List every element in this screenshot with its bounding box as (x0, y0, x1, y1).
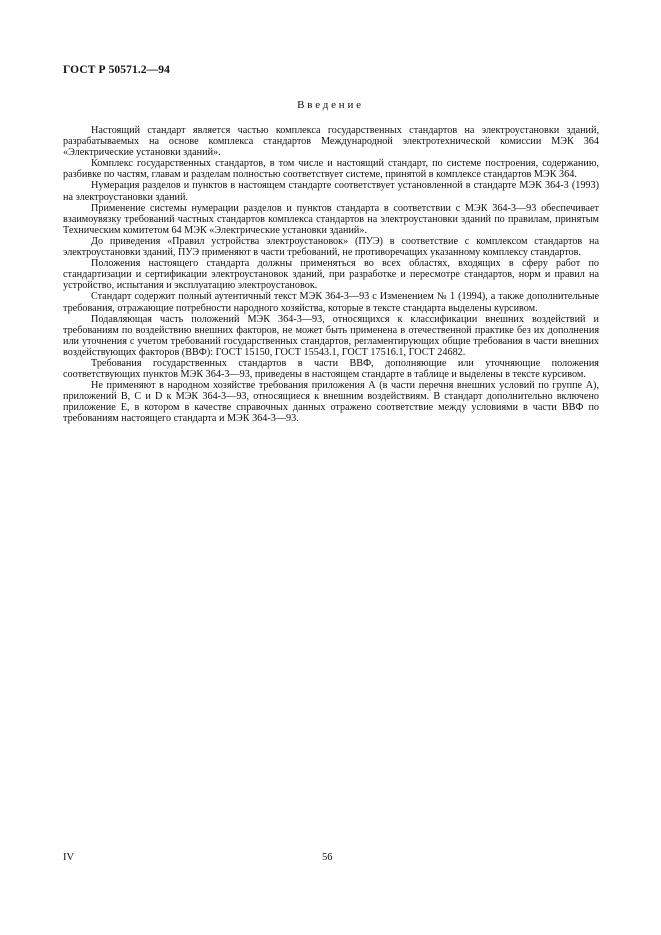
paragraph: Подавляющая часть положений МЭК 364-3—93, относящихся к классификации внешних воздействий и требованиям по воздействию внешних факторов, не может быть применена в отечественной практике без их дополнения или уточнения с учетом требований государственных стандартов, регламентирующих общие требования в части внешних воздействующих факторов (ВВФ): ГОСТ 15150, ГОСТ 15543.1, ГОСТ 17516.1, ГОСТ 24682. (63, 313, 599, 358)
paragraph: Комплекс государственных стандартов, в том числе и настоящий стандарт, по системе построения, содержанию, разбивке по частям, главам и разделам полностью соответствует системе, принятой в комплексе стандартов МЭК 364. (63, 158, 599, 181)
roman-page-number: IV (63, 852, 75, 863)
paragraph: Не применяют в народном хозяйстве требования приложения А (в части перечня внешних условий по группе А), приложений В, С и D к МЭК 364-3—93, относящиеся к внешним воздействиям. В стандарт дополнительно включено приложение Е, в котором в качестве справочных данных отражено соответствие между условиями в части ВВФ по требованиям настоящего стандарта и МЭК 364-3—93. (63, 380, 599, 425)
document-id-header: ГОСТ Р 50571.2—94 (63, 64, 170, 76)
paragraph: До приведения «Правил устройства электроустановок» (ПУЭ) в соответствие с комплексом стандартов на электроустановки зданий, ПУЭ применяют в части требований, не противоречащих указанному комплексу стандартов. (63, 235, 599, 259)
page-number: 56 (322, 852, 333, 863)
paragraph: Положения настоящего стандарта должны применяться во всех областях, входящих в сферу работ по стандартизации и сертификации электроустановок зданий, при разработке и пересмотре стандартов, норм и правил на устройство, испытания и эксплуатацию электроустановок. (63, 258, 599, 292)
paragraph: Стандарт содержит полный аутентичный текст МЭК 364-3—93 с Изменением № 1 (1994), а также дополнительные требования, отражающие потребности народного хозяйства, которые в тексте стандарта выделены курсивом. (63, 291, 599, 314)
document-body (63, 125, 599, 425)
paragraph: Настоящий стандарт является частью комплекса государственных стандартов на электроустановки зданий, разрабатываемых на основе комплекса стандартов Международной электротехнической комиссии МЭК 364 «Электрические установки зданий». (63, 125, 599, 159)
paragraph: Применение системы нумерации разделов и пунктов стандарта в соответствии с МЭК 364-3—93 обеспечивает взаимоувязку требований частных стандартов комплекса стандартов на электроустановки зданий по правилам, принятым Техническим комитетом 64 МЭК «Электрические установки зданий». (63, 202, 599, 236)
paragraph: Требования государственных стандартов в части ВВФ, дополняющие или уточняющие положения соответствующих пунктов МЭК 364-3—93, приведены в настоящем стандарте в таблице и выделены в тексте курсивом. (63, 357, 599, 381)
paragraph: Нумерация разделов и пунктов в настоящем стандарте соответствует установленной в стандарте МЭК 364-3 (1993) на электроустановки зданий. (63, 180, 599, 203)
section-title: Введение (297, 99, 364, 111)
